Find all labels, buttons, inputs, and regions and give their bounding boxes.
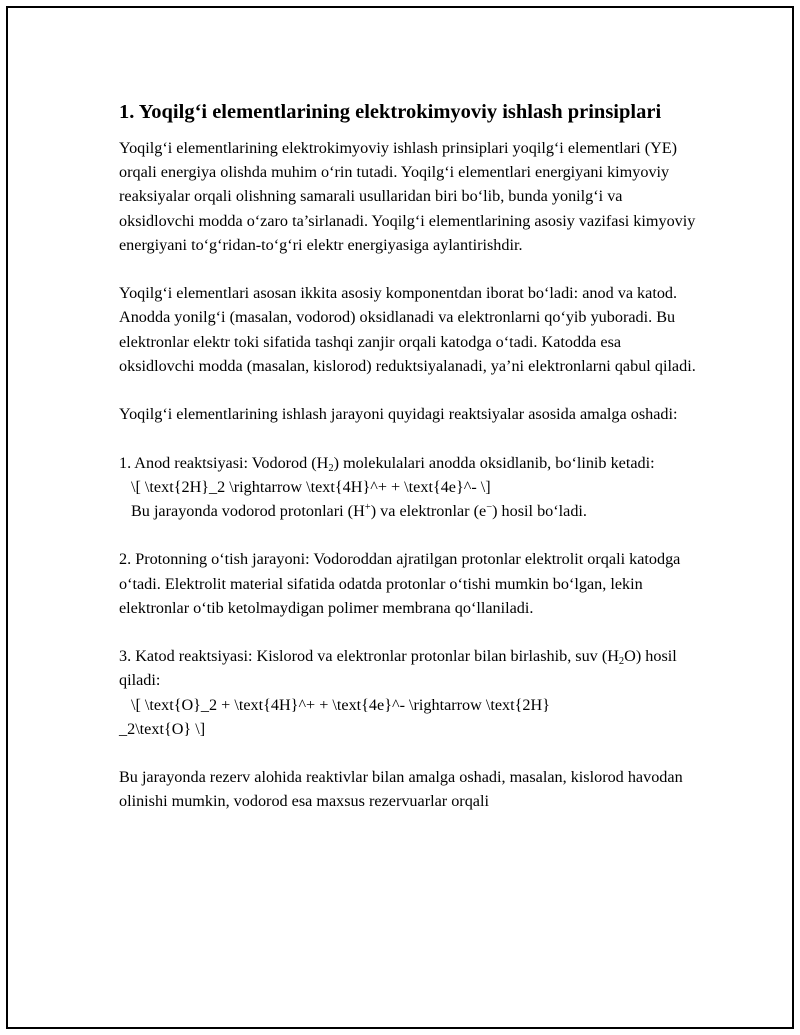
- section-heading: 1. Yoqilg‘i elementlarining elektrokimyoviy ishlash prinsiplari: [119, 101, 662, 123]
- cathode-formula-line1: \[ \text{O}_2 + \text{4H}^+ + \text{4e}^- \rightarrow \text{2H}: [131, 695, 550, 714]
- components-paragraph: Yoqilg‘i elementlari asosan ikkita asosiy komponentdan iborat bo‘ladi: anod va katod. Anodda yonilg‘i (masalan, vodorod) oksidlanadi va elektronlarni qo‘yib yuboradi. Bu elektronlar elektr toki sifatida tashqi zanjir orqali katodga o‘tadi. Katodda esa oksidlovchi modda (masalan, kislorod) reduktsiyalanadi, ya’ni elektronlarni qabul qiladi.: [119, 284, 696, 375]
- anode-note-text: Bu jarayonda vodorod protonlari (H: [131, 502, 365, 520]
- cathode-formula-line2: _2\text{O} \]: [119, 719, 206, 738]
- paragraph-gap: [119, 257, 699, 281]
- anode-reaction-text-cont: ) molekulalari anodda oksidlanib, bo‘linib ketadi:: [333, 453, 655, 472]
- intro-paragraph: Yoqilg‘i elementlarining elektrokimyoviy ishlash prinsiplari yoqilg‘i elementlari (YE) orqali energiya olishda muhim o‘rin tutadi. Yoqilg‘i elementlari energiyani kimyoviy reaksiyalar orqali olishning samarali usullaridan biri bo‘lib, bunda yonilg‘i va oksidlovchi modda o‘zaro ta’sirlanadi. Yoqilg‘i elementlarining asosiy vazifasi kimyoviy energiyani to‘g‘ridan-to‘g‘ri elektr energiyasiga aylantirishdir.: [119, 139, 696, 254]
- superscript: −: [486, 502, 493, 513]
- anode-formula: \[ \text{2H}_2 \rightarrow \text{4H}^+ + \text{4e}^- \]: [131, 477, 491, 496]
- paragraph-gap: [119, 620, 699, 644]
- subscript: 2: [618, 656, 625, 668]
- document-body: [119, 98, 699, 814]
- anode-reaction-text: 1. Anod reaktsiyasi: Vodorod (H: [119, 453, 329, 472]
- paragraph-gap: [119, 378, 699, 402]
- anode-note-text-cont: ) va elektronlar (e: [370, 502, 487, 520]
- cathode-reaction-text-cont: O) hosil qiladi:: [119, 647, 677, 690]
- proton-transfer-paragraph: 2. Protonning o‘tish jarayoni: Vodoroddan ajratilgan protonlar elektrolit orqali katodga o‘tadi. Elektrolit material sifatida odatda protonlar o‘tishi mumkin bo‘lgan, lekin elektronlar o‘tib ketolmaydigan polimer membrana qo‘llaniladi.: [119, 550, 681, 617]
- document-page: [6, 6, 794, 1029]
- cathode-reaction-paragraph: [119, 644, 699, 692]
- anode-reaction-paragraph: [119, 451, 699, 475]
- anode-note: [119, 499, 699, 523]
- anode-note-text-end: ) hosil bo‘ladi.: [492, 502, 587, 520]
- paragraph-gap: [119, 426, 699, 450]
- cathode-reaction-text: 3. Katod reaktsiyasi: Kislorod va elektronlar protonlar bilan birlashib, suv (H: [119, 647, 619, 666]
- paragraph-gap: [119, 741, 699, 765]
- superscript: +: [364, 502, 371, 513]
- closing-paragraph: Bu jarayonda rezerv alohida reaktivlar bilan amalga oshadi, masalan, kislorod havodan olinishi mumkin, vodorod esa maxsus rezervuarlar orqali: [119, 768, 683, 811]
- process-intro-paragraph: Yoqilg‘i elementlarining ishlash jarayoni quyidagi reaktsiyalar asosida amalga oshadi:: [119, 405, 678, 424]
- subscript: 2: [328, 462, 334, 474]
- paragraph-gap: [119, 523, 699, 547]
